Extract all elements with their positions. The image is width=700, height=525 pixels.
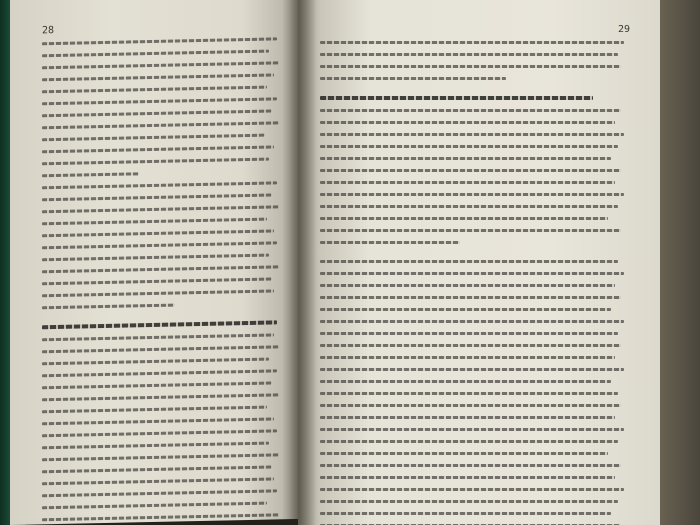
text-line [320, 440, 618, 443]
book-cover-edge-right [658, 0, 700, 525]
text-line [42, 477, 274, 485]
text-line [42, 61, 279, 69]
text-line [320, 109, 621, 112]
section-heading-line [42, 320, 277, 329]
text-line [320, 308, 611, 311]
text-line [42, 358, 269, 366]
text-line [42, 489, 277, 497]
text-line [320, 380, 611, 383]
text-line [42, 37, 277, 45]
text-line [320, 133, 624, 136]
text-line [42, 229, 274, 237]
right-page-text-lines [320, 41, 630, 525]
text-line [320, 260, 618, 263]
text-line [320, 169, 621, 172]
text-line [42, 205, 279, 213]
text-line [320, 344, 621, 347]
text-line [320, 53, 618, 56]
text-line [42, 453, 279, 461]
text-line [42, 134, 265, 142]
section-heading-line [320, 96, 593, 100]
text-line [42, 345, 279, 353]
text-line [320, 65, 621, 68]
text-line [320, 428, 624, 431]
text-line [42, 50, 269, 58]
text-line [320, 41, 624, 44]
text-line [320, 464, 621, 467]
page-number-right: 29 [617, 24, 630, 35]
text-line [42, 278, 272, 286]
text-line [42, 442, 269, 450]
text-line [320, 284, 615, 287]
text-line [320, 229, 621, 232]
text-line [42, 417, 274, 425]
text-line [42, 513, 279, 521]
text-line [320, 272, 624, 275]
text-line [42, 254, 269, 262]
text-line [320, 476, 615, 479]
text-line [42, 97, 277, 105]
text-line [42, 181, 277, 189]
text-line [42, 110, 272, 118]
text-line [320, 193, 624, 196]
right-page [298, 0, 660, 525]
text-line [42, 369, 277, 377]
text-line [320, 416, 615, 419]
text-line [320, 145, 618, 148]
text-line [42, 218, 267, 226]
text-line [320, 217, 608, 220]
text-line [42, 304, 175, 310]
text-line [42, 172, 139, 177]
text-line [42, 158, 269, 166]
text-line [42, 429, 277, 437]
text-line [42, 86, 267, 94]
page-number-left: 28 [42, 25, 55, 37]
left-page-text-lines [42, 37, 284, 525]
text-line [320, 356, 615, 359]
text-line [320, 296, 621, 299]
text-line [320, 404, 621, 407]
text-line [42, 289, 274, 297]
text-line [42, 194, 272, 202]
text-line [42, 73, 274, 81]
text-line [320, 488, 624, 491]
text-line [320, 241, 460, 244]
text-line [320, 181, 615, 184]
text-line [42, 333, 274, 341]
text-line [320, 121, 615, 124]
text-line [320, 77, 506, 80]
text-line [42, 393, 279, 401]
text-line [42, 121, 279, 129]
text-line [42, 406, 267, 414]
text-line [320, 205, 618, 208]
text-line [320, 320, 624, 323]
text-line [320, 452, 608, 455]
text-line [320, 500, 618, 503]
text-line [42, 382, 272, 390]
text-line [42, 145, 274, 153]
text-line [42, 466, 272, 474]
left-page [10, 0, 300, 525]
text-line [320, 512, 611, 515]
text-line [42, 265, 279, 273]
text-line [320, 368, 624, 371]
text-line [42, 241, 277, 249]
text-line [320, 157, 611, 160]
text-line [320, 392, 618, 395]
text-line [320, 332, 618, 335]
text-line [42, 502, 267, 510]
